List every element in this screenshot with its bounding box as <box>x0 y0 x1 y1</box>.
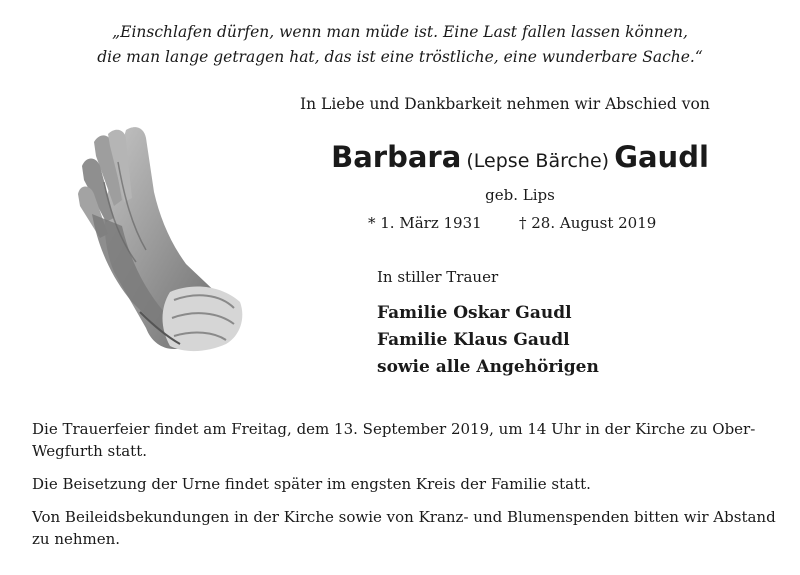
notice-paragraphs <box>32 418 782 561</box>
mourners-list <box>377 300 599 381</box>
birth-date: * 1. März 1931 <box>368 214 482 232</box>
birth-name: geb. Lips <box>485 186 555 204</box>
intro-text: In Liebe und Dankbarkeit nehmen wir Abschied von <box>300 95 710 113</box>
ceremony-paragraph: Die Trauerfeier findet am Freitag, dem 13. September 2019, um 14 Uhr in der Kirche zu Ober-Wegfurth statt. <box>32 420 756 460</box>
mourner-line: Familie Oskar Gaudl <box>377 303 572 323</box>
death-date: † 28. August 2019 <box>519 214 657 232</box>
first-name: Barbara <box>331 140 462 174</box>
nickname: (Lepse Bärche) <box>466 150 610 172</box>
quote-line-2: die man lange getragen hat, das ist eine tröstliche, eine wunderbare Sache.“ <box>97 48 703 66</box>
burial-paragraph: Die Beisetzung der Urne findet später im engsten Kreis der Familie statt. <box>32 475 591 493</box>
quote <box>0 20 800 70</box>
quote-line-1: „Einschlafen dürfen, wenn man müde ist. Eine Last fallen lassen können, <box>112 23 688 41</box>
mourner-line: Familie Klaus Gaudl <box>377 330 570 350</box>
mourners-label: In stiller Trauer <box>377 268 499 286</box>
last-name: Gaudl <box>614 140 709 174</box>
praying-hands-icon <box>74 122 246 362</box>
condolence-paragraph: Von Beileidsbekundungen in der Kirche sowie von Kranz- und Blumenspenden bitten wir Abstand zu nehmen. <box>32 508 776 548</box>
mourner-line: sowie alle Angehörigen <box>377 357 599 377</box>
deceased-name <box>310 140 730 174</box>
